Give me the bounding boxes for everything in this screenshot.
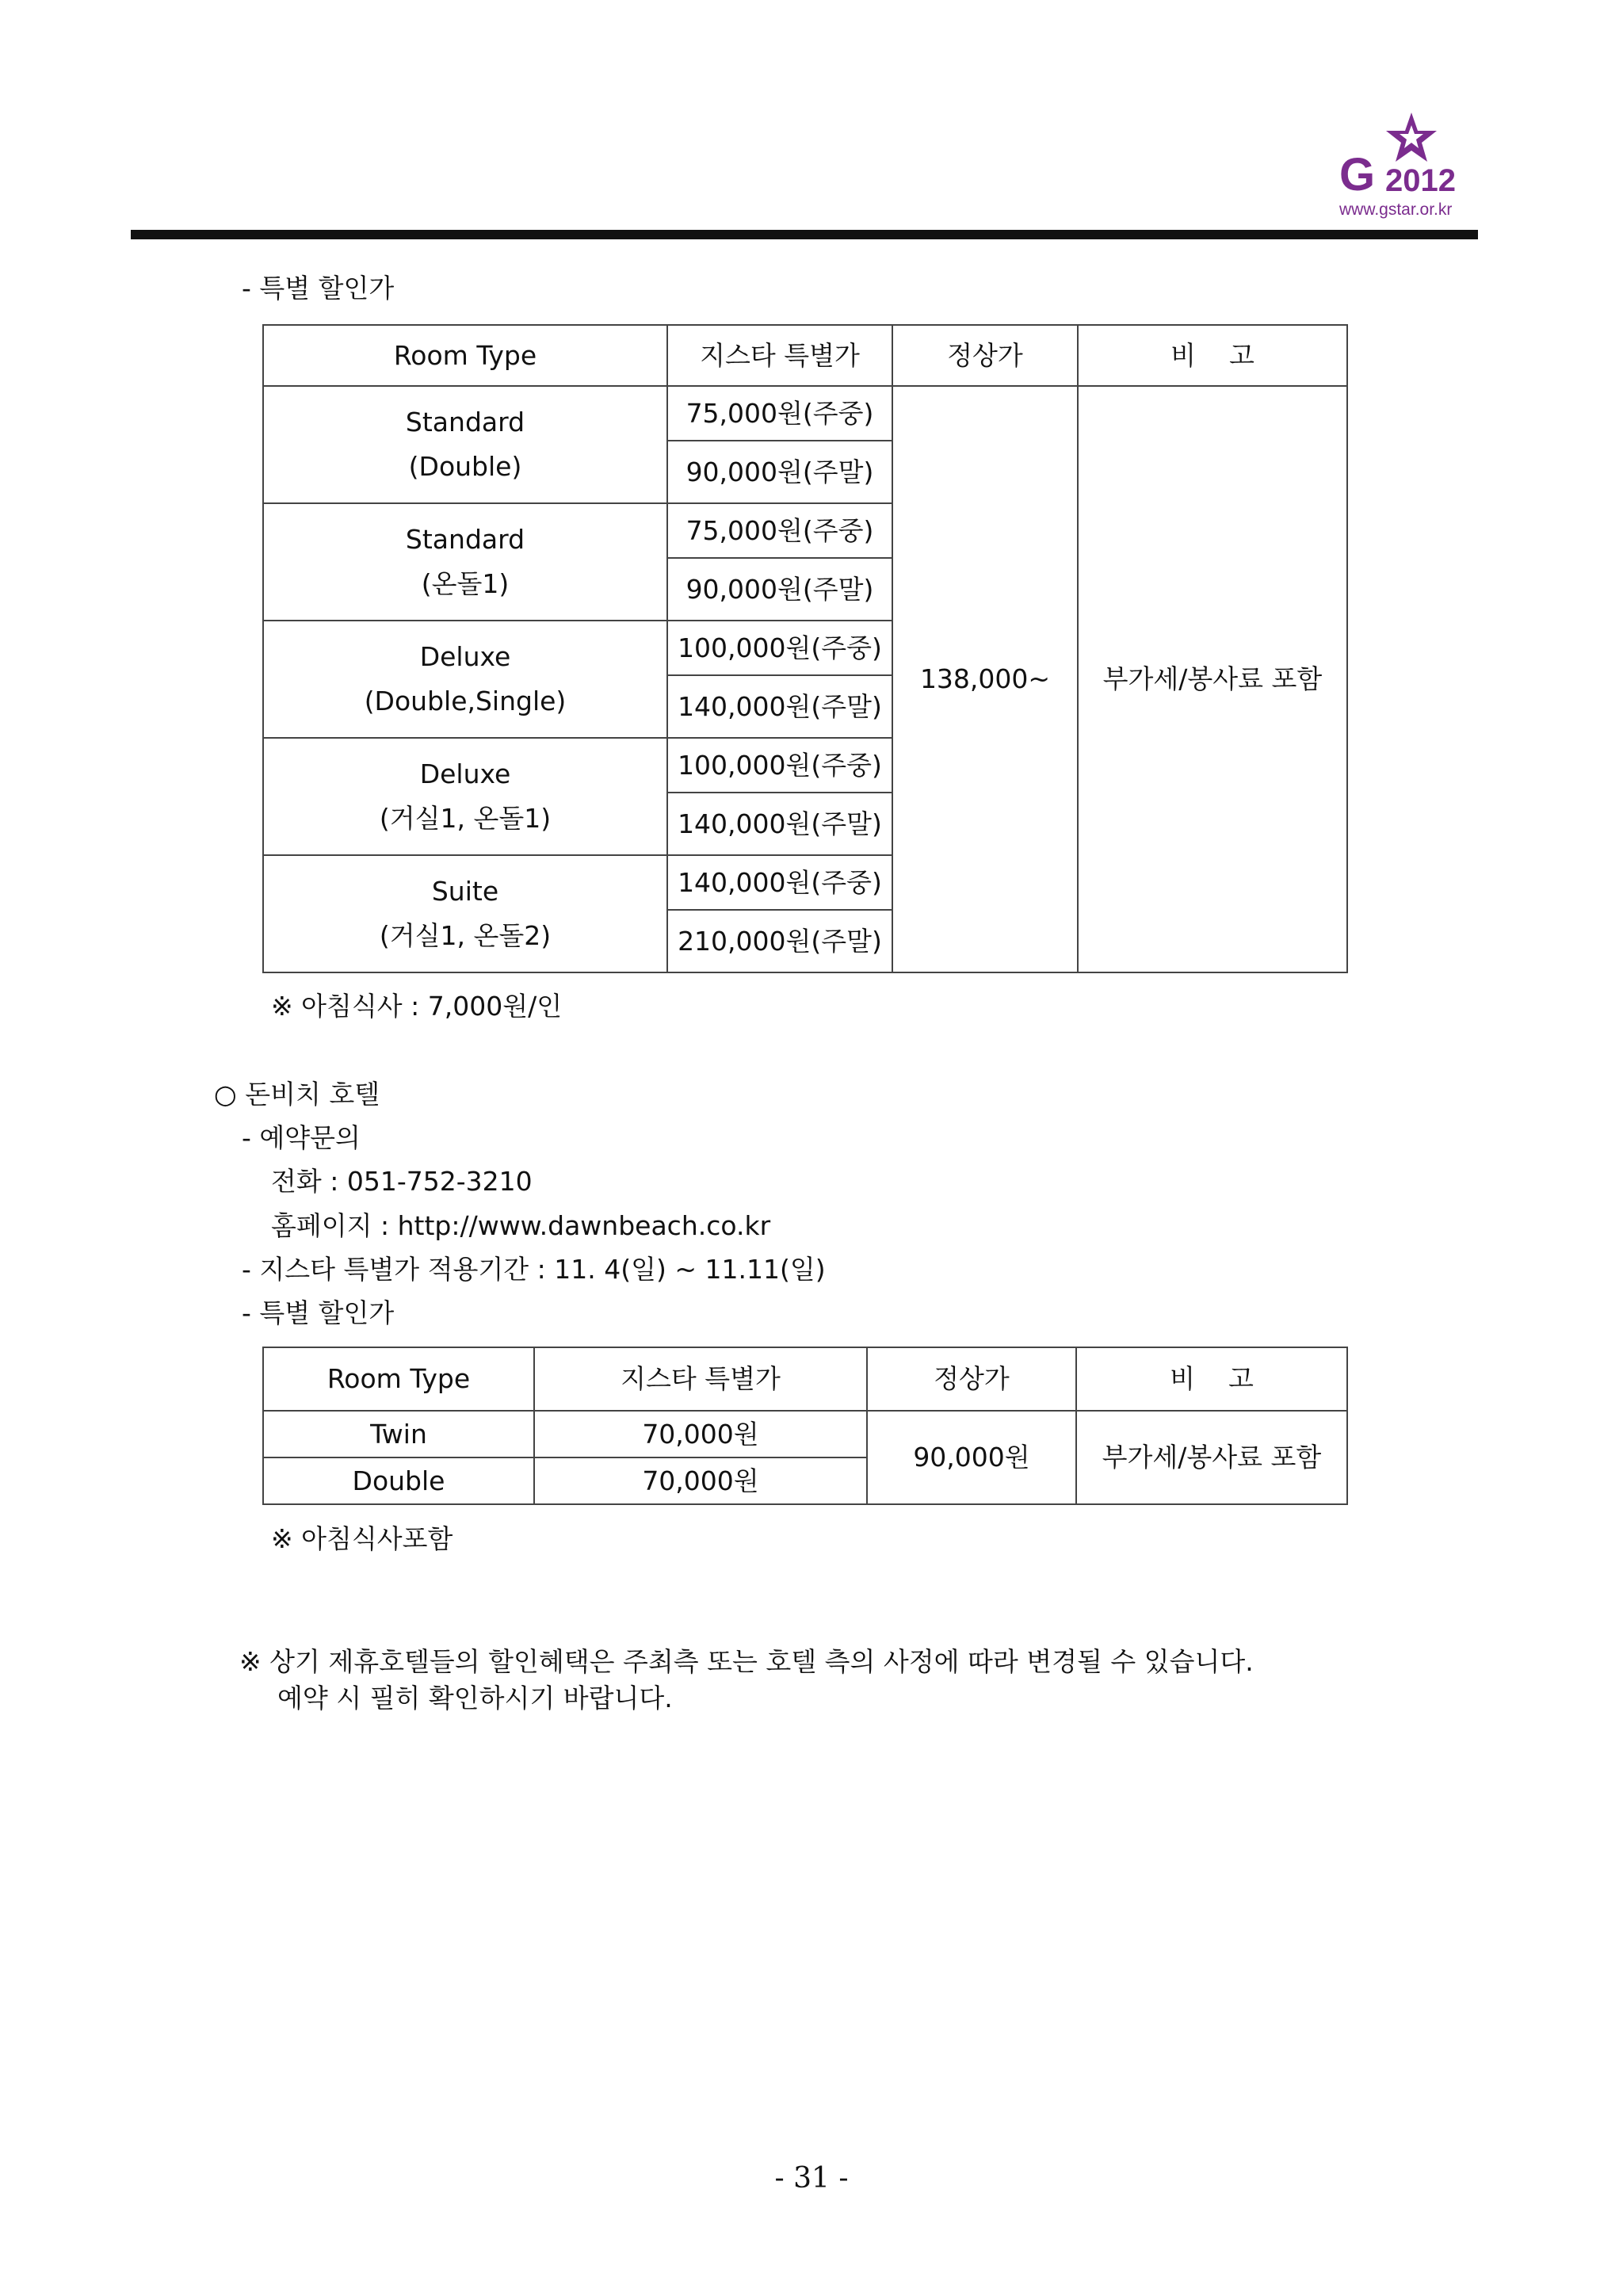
regular-price-cell: 90,000원 <box>867 1411 1076 1504</box>
weekend-price: 210,000원(주말) <box>667 910 892 972</box>
discount-label-2: - 특별 할인가 <box>242 1297 395 1328</box>
room-type-cell <box>263 386 667 503</box>
room-type-cell <box>263 621 667 738</box>
room-type-line1: Standard <box>405 407 525 437</box>
gstar-logo <box>1339 111 1482 222</box>
star-icon <box>1384 111 1439 166</box>
room-type-cell <box>263 738 667 855</box>
room-type-line2: (거실1, 온돌1) <box>379 803 552 834</box>
header-regular-price: 정상가 <box>892 325 1078 386</box>
header-note: 비 고 <box>1076 1347 1347 1411</box>
regular-price-cell: 138,000~ <box>892 386 1078 972</box>
weekday-price: 75,000원(주중) <box>667 386 892 441</box>
discount-label-1: - 특별 할인가 <box>242 273 395 304</box>
room-type-cell <box>263 503 667 621</box>
reservation-label: - 예약문의 <box>242 1122 361 1153</box>
note-cell: 부가세/봉사료 포함 <box>1076 1411 1347 1504</box>
room-type-cell: Double <box>263 1457 534 1504</box>
weekend-price: 90,000원(주말) <box>667 558 892 621</box>
logo-letter: G <box>1339 149 1376 201</box>
note-cell: 부가세/봉사료 포함 <box>1078 386 1347 972</box>
weekday-price: 100,000원(주중) <box>667 621 892 675</box>
header-special-price: 지스타 특별가 <box>534 1347 867 1411</box>
notice-line2: 예약 시 필히 확인하시기 바랍니다. <box>277 1683 673 1713</box>
header-special-price: 지스타 특별가 <box>667 325 892 386</box>
notice-line1: ※ 상기 제휴호텔들의 할인혜택은 주최측 또는 호텔 측의 사정에 따라 변경될 수 있습니다. <box>239 1646 1254 1677</box>
special-price-cell: 70,000원 <box>534 1457 867 1504</box>
weekday-price: 100,000원(주중) <box>667 738 892 793</box>
header-rule <box>131 230 1478 239</box>
room-type-line2: (Double,Single) <box>364 686 567 716</box>
phone-text: 전화 : 051-752-3210 <box>271 1166 533 1197</box>
header-note: 비 고 <box>1078 325 1347 386</box>
room-type-line1: Standard <box>405 524 525 555</box>
period-text: - 지스타 특별가 적용기간 : 11. 4(일) ~ 11.11(일) <box>242 1254 826 1285</box>
breakfast-note-1: ※ 아침식사 : 7,000원/인 <box>271 991 563 1022</box>
header-room-type: Room Type <box>263 325 667 386</box>
room-type-cell: Twin <box>263 1411 534 1457</box>
weekday-price: 140,000원(주중) <box>667 855 892 910</box>
room-type-line1: Suite <box>431 876 499 907</box>
header-regular-price: 정상가 <box>867 1347 1076 1411</box>
breakfast-note-2: ※ 아침식사포함 <box>271 1523 453 1554</box>
homepage-text: 홈페이지 : http://www.dawnbeach.co.kr <box>271 1210 771 1241</box>
hotel-title: ○ 돈비치 호텔 <box>214 1079 380 1110</box>
room-type-line1: Deluxe <box>419 641 511 672</box>
logo-url: www.gstar.or.kr <box>1339 201 1453 219</box>
special-price-cell: 70,000원 <box>534 1411 867 1457</box>
room-type-line2: (Double) <box>408 451 522 482</box>
header-room-type: Room Type <box>263 1347 534 1411</box>
page-number: - 31 - <box>774 2162 849 2195</box>
room-type-line1: Deluxe <box>419 758 511 789</box>
room-type-cell <box>263 855 667 972</box>
rate-table-1 <box>262 324 1348 973</box>
room-type-line2: (거실1, 온돌2) <box>379 920 552 951</box>
weekend-price: 90,000원(주말) <box>667 441 892 503</box>
weekday-price: 75,000원(주중) <box>667 503 892 558</box>
weekend-price: 140,000원(주말) <box>667 793 892 855</box>
room-type-line2: (온돌1) <box>421 568 510 599</box>
logo-year: 2012 <box>1385 163 1456 198</box>
weekend-price: 140,000원(주말) <box>667 675 892 738</box>
rate-table-2 <box>262 1347 1348 1505</box>
